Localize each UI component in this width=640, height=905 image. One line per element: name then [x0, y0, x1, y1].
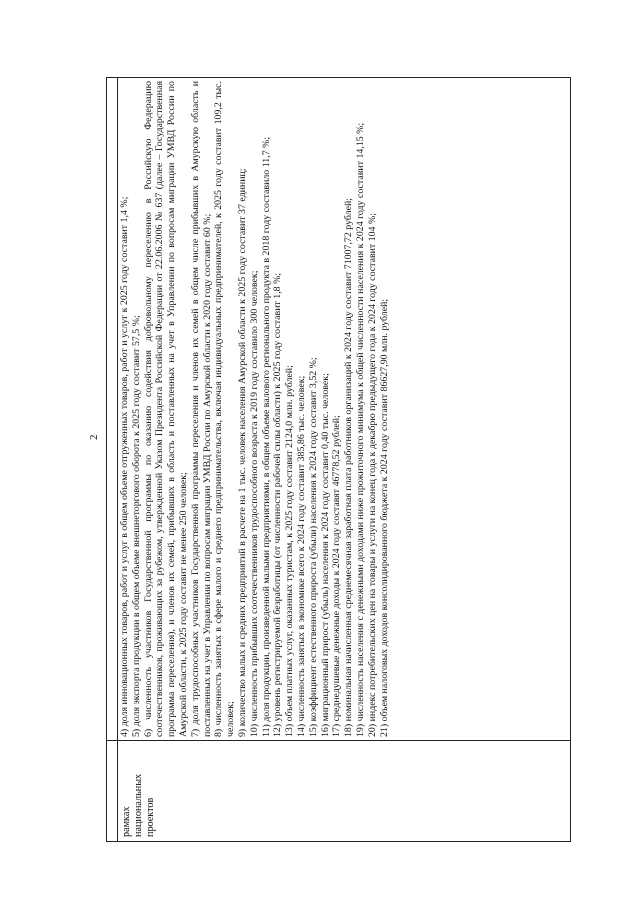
indicators-table — [106, 77, 571, 842]
list-item: 12) уровень регистрируемой безработицы (от численности рабочей силы области) к 2025 году составит 1,8 %; — [272, 272, 284, 737]
list-item: 9) количество малых и средних предприятий в расчете на 1 тыс. человек населения Амурской области к 2025 году составит 37 единиц; — [236, 168, 248, 737]
list-item: 17) среднедушевые денежные доходы к 2024 году составят 46778,52 рублей; — [331, 415, 343, 737]
list-item: 18) номинальная начисленная среднемесячная заработная плата работников организаций к 2024 году составит 71007,72 рублей; — [343, 197, 355, 737]
list-item: 20) индекс потребительских цен на товары и услуги на конец года к декабрю предыдущего года к 2024 году составит 104 %; — [366, 213, 378, 737]
table-row — [118, 78, 571, 842]
list-item: 14) численность занятых в экономике всего к 2024 году составит 385,86 тыс. человек; — [295, 375, 307, 737]
top-right-cell — [107, 78, 118, 741]
list-item: 7) доля трудоспособных участников Государственной программы переселения и членов их семей в общем числе прибывших в Амурскую область и поставленных на учет в Управлении по вопросам миграции УМВД России по Амурской области к 2020 году составит 60 %; — [189, 81, 213, 737]
list-item: 6) численность участников Государственной программы по оказанию содействия добровольному переселению в Российскую Федерацию соотечественников, проживающих за рубежом, утвержденной Указом Президента Российской Федерации от 22.06.2006 № 637 (далее – Государственная программа переселения), и членов их семей, прибывших в область и поставленных на учет в Управлении по вопросам миграции УМВД России по Амурской области, к 2025 году составит не менее 250 человек; — [142, 81, 189, 737]
list-item: 13) объем платных услуг, оказанных туристам, к 2025 году составит 2124,0 млн. рублей; — [284, 365, 296, 737]
rotated-page-content — [106, 80, 571, 842]
list-item: 15) коэффициент естественного прироста (убыли) населения к 2024 году составит 3,52 %; — [307, 357, 319, 737]
list-item: 11) доля продукции, произведенной малыми предприятиями, в общем объеме валового регионального продукта в 2018 году составило 11,7 %; — [260, 136, 272, 737]
page-number: 2 — [88, 434, 100, 440]
list-item: 8) численность занятых в сфере малого и среднего предпринимательства, включая индивидуальных предпринимателей, к 2025 году составит 109,2 тыс. человек; — [213, 81, 237, 737]
list-item: 19) численность населения с денежными доходами ниже прожиточного минимума к общей численности населения к 2024 году составит 14,15 %; — [354, 122, 366, 737]
right-cell — [118, 78, 571, 741]
list-item: 5) доля экспорта продукции в общем объеме внешнеторгового оборота к 2025 году составит 57,5 %; — [130, 315, 142, 737]
left-cell-text: рамках национальных проектов — [121, 773, 156, 837]
table-top-row — [107, 78, 118, 842]
top-left-cell — [107, 741, 118, 842]
list-item: 4) доля инновационных товаров, работ и услуг в общем объеме отгруженных товаров, работ и услуг к 2025 году составит 1,4 %; — [119, 196, 130, 737]
left-cell — [118, 741, 571, 842]
indicators-list — [118, 78, 391, 740]
list-item: 10) численность прибывших соотечественников трудоспособного возраста к 2019 году составило 300 человек; — [248, 270, 260, 737]
list-item: 16) миграционный прирост (убыль) населения к 2024 году составит 0,40 тыс. человек; — [319, 373, 331, 737]
list-item: 21) объем налоговых доходов консолидированного бюджета к 2024 году составит 86627,90 млн. рублей; — [378, 298, 390, 737]
